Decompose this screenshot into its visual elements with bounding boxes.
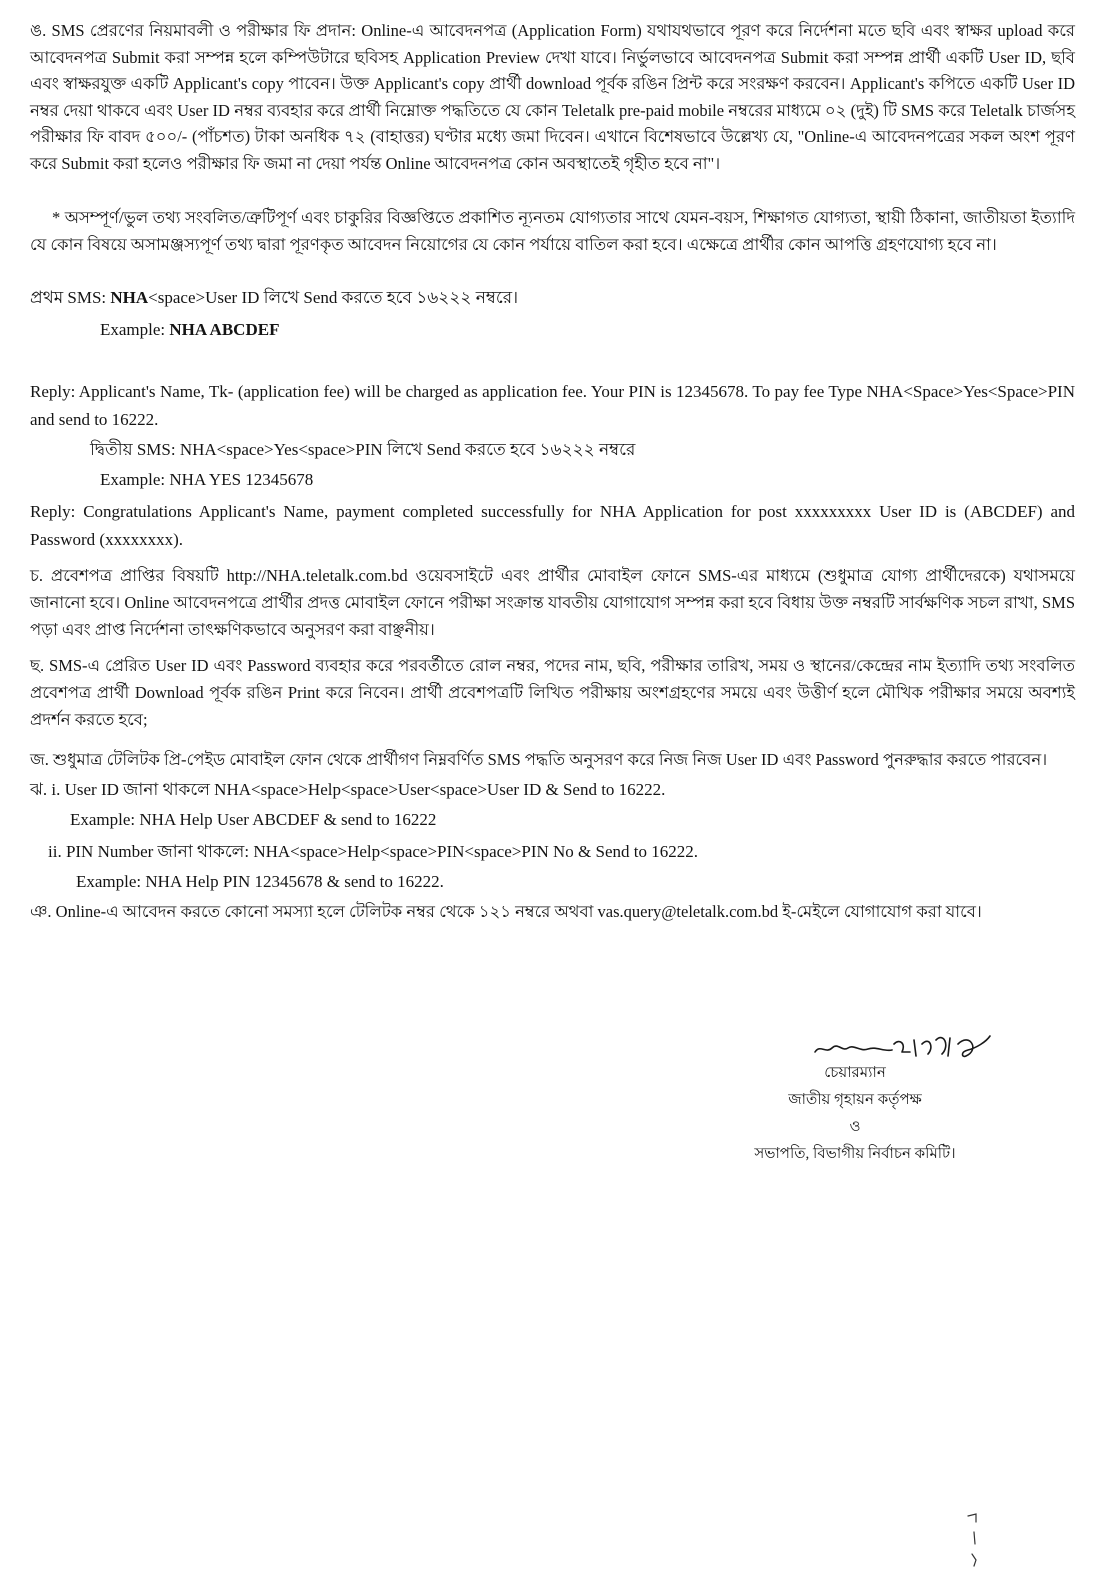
signatory-org: জাতীয় গৃহায়ন কর্তৃপক্ষ [788,1092,922,1108]
first-sms-prefix: প্রথম SMS: [30,288,111,307]
first-sms-example [100,318,279,342]
item-i-example: Example: NHA Help User ABCDEF & send to 16222 [70,810,437,829]
first-sms-rest: <space>User ID লিখে Send করতে হবে ১৬২২২ নম্বরে। [148,288,519,307]
paragraph-ja: জ. শুধুমাত্র টেলিটক প্রি-পেইড মোবাইল ফোন থেকে প্রার্থীগণ নিম্নবর্ণিত SMS পদ্ধতি অনুসরণ করে নিজ নিজ User ID এবং Password পুনরুদ্ধার করতে পারবেন। [30,750,1048,769]
second-sms-line: দ্বিতীয় SMS: NHA<space>Yes<space>PIN লিখে Send করতে হবে ১৬২২২ নম্বরে [90,440,636,459]
item-ii: ii. PIN Number জানা থাকলে: NHA<space>Help<space>PIN<space>PIN No & Send to 16222. [48,842,698,861]
paragraph-uma: ঙ. SMS প্রেরণের নিয়মাবলী ও পরীক্ষার ফি প্রদান: Online-এ আবেদনপত্র (Application Form) যথাযথভাবে পূরণ করে নির্দেশনা মতে ছবি এবং স্বাক্ষর upload করে আবেদনপত্র Submit করা সম্পন্ন হলে কম্পিউটারে ছবিসহ Application Preview দেখা যাবে। নির্ভুলভাবে আবেদনপত্র Submit করা সম্পন্ন প্রার্থী একটি User ID, ছবি এবং স্বাক্ষরযুক্ত একটি Applicant's copy পাবেন। উক্ত Applicant's copy প্রার্থী download পূর্বক রঙিন প্রিন্ট করে সংরক্ষণ করবেন। Applicant's কপিতে একটি User ID নম্বর দেয়া থাকবে এবং User ID নম্বর ব্যবহার করে প্রার্থী নিম্নোক্ত পদ্ধতিতে যে কোন Teletalk pre-paid mobile নম্বরের মাধ্যমে ০২ (দুই) টি SMS করে Teletalk চার্জসহ পরীক্ষার ফি বাবদ ৫০০/- (পাঁচশত) টাকা অনধিক ৭২ (বাহাত্তর) ঘণ্টার মধ্যে জমা দিবেন। এখানে বিশেষভাবে উল্লেখ্য যে, "Online-এ আবেদনপত্রের সকল অংশ পূরণ করে Submit করা হলেও পরীক্ষার ফি জমা না দেয়া পর্যন্ত Online আবেদনপত্র কোন অবস্থাতেই গৃহীত হবে না"। [30,21,1076,173]
item-ii-example: Example: NHA Help PIN 12345678 & send to 16222. [76,872,444,891]
first-sms-keyword: NHA [110,288,149,307]
first-sms-line [30,286,518,310]
signatory-role: সভাপতি, বিভাগীয় নির্বাচন কমিটি। [754,1146,956,1162]
first-sms-example-value: NHA ABCDEF [169,320,280,339]
paragraph-cha: চ. প্রবেশপত্র প্রাপ্তির বিষয়টি http://NHA.teletalk.com.bd ওয়েবসাইটে এবং প্রার্থীর মোবাইল ফোনে SMS-এর মাধ্যমে (শুধুমাত্র যোগ্য প্রার্থীদেরকে) যথাসময়ে জানানো হবে। Online আবেদনপত্রে প্রার্থীর প্রদত্ত মোবাইল ফোনে পরীক্ষা সংক্রান্ত যাবতীয় যোগাযোগ সম্পন্ন করা হবে বিধায় উক্ত নম্বরটি সার্বক্ষণিক সচল রাখা, SMS পড়া এবং প্রাপ্ত নির্দেশনা তাৎক্ষণিকভাবে অনুসরণ করা বাঞ্ছনীয়। [30,566,1075,639]
paragraph-note: * অসম্পূর্ণ/ভুল তথ্য সংবলিত/ত্রুটিপূর্ণ এবং চাকুরির বিজ্ঞপ্তিতে প্রকাশিত ন্যূনতম যোগ্যতার সাথে যেমন-বয়স, শিক্ষাগত যোগ্যতা, স্থায়ী ঠিকানা, জাতীয়তা ইত্যাদি যে কোন বিষয়ে অসামঞ্জস্যপূর্ণ তথ্য দ্বারা পূরণকৃত আবেদন নিয়োগের যে কোন পর্যায়ে বাতিল করা হবে। এক্ষেত্রে প্রার্থীর কোন আপত্তি গ্রহণযোগ্য হবে না। [30,208,1075,254]
paragraph-chha: ছ. SMS-এ প্রেরিত User ID এবং Password ব্যবহার করে পরবর্তীতে রোল নম্বর, পদের নাম, ছবি, পরীক্ষার তারিখ, সময় ও স্থানের/কেন্দ্রের নাম ইত্যাদি তথ্য সংবলিত প্রবেশপত্র প্রার্থী Download পূর্বক রঙিন Print করে নিবেন। প্রার্থী প্রবেশপত্রটি লিখিত পরীক্ষায় অংশগ্রহণের সময়ে এবং উত্তীর্ণ হলে মৌখিক পরীক্ষার সময়ে অবশ্যই প্রদর্শন করতে হবে; [30,656,1075,729]
second-sms-example: Example: NHA YES 12345678 [100,470,314,489]
signatory-title: চেয়ারম্যান [824,1065,886,1081]
first-sms-example-label: Example: [100,320,170,339]
scan-marks [962,1510,992,1570]
item-i: ঝ. i. User ID জানা থাকলে NHA<space>Help<space>User<space>User ID & Send to 16222. [30,780,666,799]
signatory-and: ও [849,1119,861,1135]
signatory-block [740,1060,970,1168]
paragraph-nya: ঞ. Online-এ আবেদন করতে কোনো সমস্যা হলে টেলিটক নম্বর থেকে ১২১ নম্বরে অথবা vas.query@teletalk.com.bd ই-মেইলে যোগাযোগ করা যাবে। [30,902,982,921]
reply-two: Reply: Congratulations Applicant's Name, payment completed successfully for NHA Application for post xxxxxxxxx User ID is (ABCDEF) and Password (xxxxxxxx). [30,502,1075,549]
reply-one: Reply: Applicant's Name, Tk- (application fee) will be charged as application fee. Your PIN is 12345678. To pay fee Type NHA<Space>Yes<Space>PIN and send to 16222. [30,382,1075,429]
